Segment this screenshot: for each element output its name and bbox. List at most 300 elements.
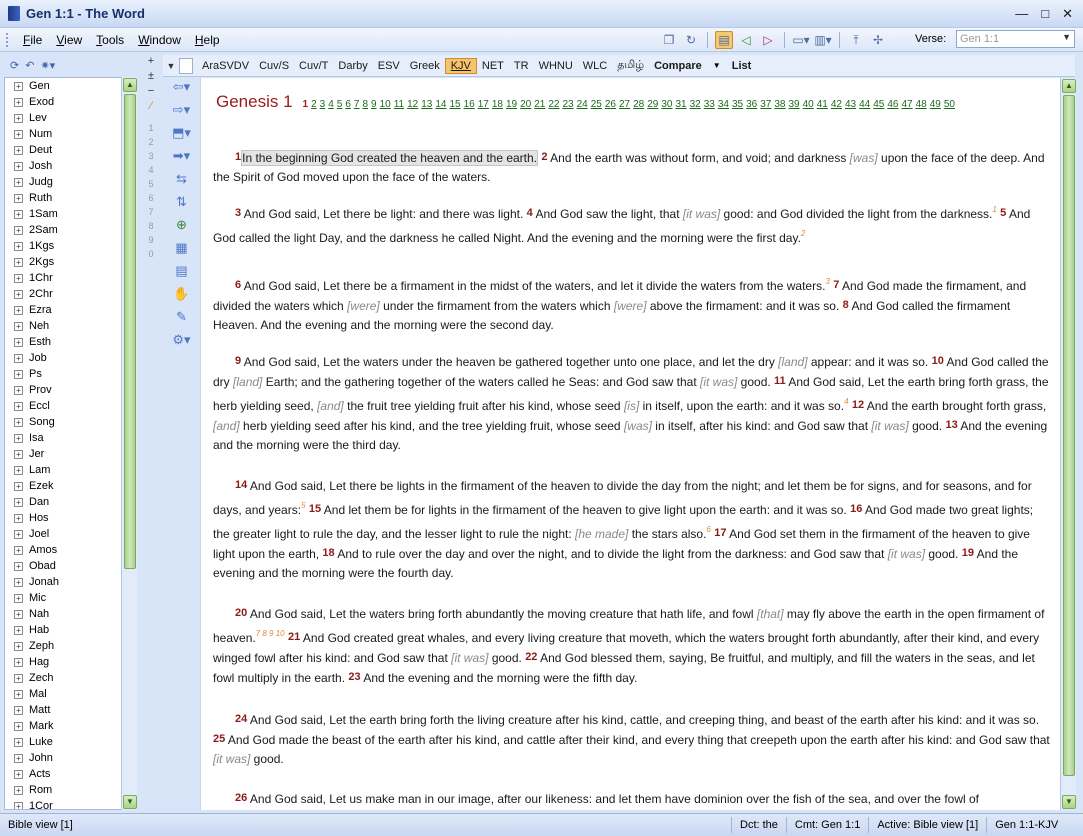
prev-next-icon[interactable]: ⇆ (176, 171, 187, 186)
chapter-link[interactable]: 50 (943, 99, 955, 110)
book-label: Amos (29, 544, 58, 556)
verse-number[interactable]: 21 (287, 631, 301, 643)
add-sub-icon[interactable]: ± (147, 70, 155, 82)
book-item[interactable] (5, 366, 121, 382)
expand-icon[interactable]: + (14, 754, 23, 763)
book-label: Ezra (29, 304, 52, 316)
back-history-icon[interactable]: ◁ (741, 33, 751, 47)
maximize-button[interactable]: □ (1041, 6, 1050, 21)
book-item[interactable] (5, 686, 121, 702)
footnote-marker[interactable]: 5 (301, 501, 306, 510)
verse-number[interactable]: 18 (322, 547, 335, 559)
verse-number[interactable]: 22 (525, 651, 538, 663)
book-item[interactable] (5, 398, 121, 414)
expand-icon[interactable]: + (14, 610, 23, 619)
copy-icon[interactable]: ❐ (663, 33, 675, 47)
expand-icon[interactable]: + (14, 626, 23, 635)
book-label: Isa (29, 432, 44, 444)
chapter-link[interactable]: 34 (717, 99, 729, 110)
book-item[interactable] (5, 622, 121, 638)
expand-icon[interactable]: + (14, 578, 23, 587)
book-item[interactable] (5, 718, 121, 734)
expand-icon[interactable]: + (14, 690, 23, 699)
footnote-marker[interactable]: 1 (992, 205, 997, 214)
tab-தமிழ்[interactable]: தமிழ் (617, 58, 645, 71)
verse-text: may fly above the earth in the open firmament of heaven. (213, 607, 1045, 645)
book-item[interactable] (5, 190, 121, 206)
footnote-marker[interactable]: 4 (844, 397, 849, 406)
menu-tools[interactable]: Tools (96, 32, 125, 47)
chapter-link[interactable]: 18 (491, 99, 503, 110)
book-item[interactable] (5, 270, 121, 286)
expand-icon[interactable]: + (14, 322, 23, 331)
bible-view (200, 78, 1060, 810)
undo-icon[interactable]: ↶ (25, 59, 35, 72)
book-item[interactable] (5, 478, 121, 494)
expand-icon[interactable]: + (14, 210, 23, 219)
verse-text: And to rule over the day and over the night, and to divide the light from the darkness: and God saw that (334, 547, 888, 561)
chapter-link[interactable]: 26 (604, 99, 616, 110)
verse-paragraph (213, 789, 1053, 809)
chapter-link[interactable]: 36 (746, 99, 758, 110)
add-icon[interactable]: + (147, 55, 155, 67)
tab-darby[interactable]: Darby (338, 59, 368, 72)
chapter-link[interactable]: 7 (353, 99, 360, 110)
verse-text: And God made two great lights; the greater light to rule the day, and the lesser light to rule the night: (213, 503, 1034, 541)
scroll-up-icon[interactable]: ▲ (1062, 79, 1076, 93)
book-item[interactable] (5, 606, 121, 622)
chevron-down-icon[interactable]: ▼ (166, 60, 176, 71)
scroll-down-icon[interactable]: ▼ (123, 795, 137, 809)
verse-number[interactable]: 23 (348, 671, 361, 683)
book-item[interactable] (5, 782, 121, 798)
status-reference: Gen 1:1-KJV (986, 817, 1066, 833)
verse-number[interactable]: 13 (945, 419, 958, 431)
verse-number[interactable]: 1 (235, 151, 242, 163)
expand-icon[interactable]: + (14, 146, 23, 155)
book-item[interactable] (5, 206, 121, 222)
expand-icon[interactable]: + (14, 418, 23, 427)
footnote-marker[interactable]: 3 (825, 277, 830, 286)
tab-blank[interactable] (179, 58, 193, 74)
chapter-link[interactable]: 5 (336, 99, 343, 110)
book-item[interactable] (5, 78, 121, 94)
chapter-link[interactable]: 9 (371, 99, 377, 110)
chapter-link[interactable]: 31 (675, 99, 687, 110)
chevron-down-icon[interactable]: ▼ (1062, 32, 1071, 42)
expand-icon[interactable]: + (14, 770, 23, 779)
verse-number[interactable]: 9 (235, 355, 242, 367)
chapter-link[interactable]: 1 (302, 99, 309, 110)
chapter-link[interactable]: 44 (859, 99, 871, 110)
verse-number[interactable]: 20 (235, 607, 248, 619)
italic-supplied-word: [land] (233, 375, 263, 389)
book-item[interactable] (5, 238, 121, 254)
chapter-link[interactable]: 32 (689, 99, 701, 110)
book-tree-scrollbar[interactable] (121, 77, 137, 810)
chapter-link[interactable]: 12 (407, 99, 419, 110)
chapter-link[interactable]: 15 (449, 99, 461, 110)
book-label: Hos (29, 512, 49, 524)
minimize-button[interactable]: — (1015, 6, 1029, 21)
book-label: Job (29, 352, 47, 364)
book-item[interactable] (5, 702, 121, 718)
expand-icon[interactable]: + (14, 354, 23, 363)
clip-icon[interactable]: ✎ (176, 309, 187, 324)
italic-supplied-word: [and] (317, 399, 344, 413)
expand-icon[interactable]: + (14, 82, 23, 91)
line-number: 8 (148, 221, 154, 231)
expand-icon[interactable]: + (14, 130, 23, 139)
tab-esv[interactable]: ESV (377, 59, 400, 72)
expand-icon[interactable]: + (14, 242, 23, 251)
chapter-link[interactable]: 28 (633, 99, 645, 110)
book-item[interactable] (5, 142, 121, 158)
chapter-link[interactable]: 27 (619, 99, 631, 110)
expand-icon[interactable]: + (14, 514, 23, 523)
forward-history-icon[interactable]: ▷ (763, 33, 773, 47)
verse-text: And God created great whales, and every living creature that moveth, which the waters brought forth abundantly, after their kind, and every winged fowl after his kind: and God saw that (213, 631, 1040, 665)
verse-number[interactable]: 25 (213, 733, 226, 745)
bible-scrollbar[interactable] (1060, 78, 1076, 810)
layout-icon[interactable]: ▤ (715, 31, 733, 49)
verse-number[interactable]: 24 (235, 713, 248, 725)
book-item[interactable] (5, 750, 121, 766)
chapter-link[interactable]: 47 (901, 99, 913, 110)
book-item[interactable] (5, 222, 121, 238)
italic-supplied-word: [he made] (575, 527, 629, 541)
tab-wlc[interactable]: WLC (582, 59, 608, 72)
book-label: Lam (29, 464, 51, 476)
verse-text: good. (737, 375, 775, 389)
status-commentary: Cmt: Gen 1:1 (786, 817, 868, 833)
book-item[interactable] (5, 110, 121, 126)
expand-icon[interactable]: + (14, 722, 23, 731)
verse-number[interactable]: 14 (235, 479, 248, 491)
book-item[interactable] (5, 286, 121, 302)
book-item[interactable] (5, 654, 121, 670)
expand-icon[interactable]: + (14, 306, 23, 315)
book-item[interactable] (5, 430, 121, 446)
chapter-link[interactable]: 11 (393, 99, 405, 110)
verse-text: appear: and it was so. (807, 355, 932, 369)
back-icon[interactable]: ⇦▾ (172, 79, 191, 94)
tab-net[interactable]: NET (481, 59, 504, 72)
expand-icon[interactable]: + (14, 274, 23, 283)
chapter-link[interactable]: 20 (520, 99, 532, 110)
book-item[interactable] (5, 318, 121, 334)
chapter-link[interactable]: 14 (435, 99, 447, 110)
expand-icon[interactable]: + (14, 178, 23, 187)
verse-number[interactable]: 2 (541, 151, 548, 163)
verse-text: And God said, Let the waters under the heaven be gathered together unto one place, and let the dry (241, 355, 779, 369)
verse-text: And God said, Let the earth bring forth grass, the herb yielding seed, (213, 375, 1049, 413)
chapter-link[interactable]: 38 (774, 99, 786, 110)
expand-icon[interactable]: + (14, 114, 23, 123)
menu-window[interactable]: Window (138, 32, 181, 47)
status-left: Bible view [1] (8, 819, 73, 831)
line-number: 3 (148, 151, 154, 161)
expand-icon[interactable]: + (14, 226, 23, 235)
verse-number[interactable]: 10 (931, 355, 944, 367)
chapter-link[interactable]: 6 (345, 99, 351, 110)
grip-icon (6, 33, 10, 47)
verse-number[interactable]: 4 (526, 207, 533, 219)
chapter-link[interactable]: 33 (703, 99, 715, 110)
verse-number[interactable]: 15 (308, 503, 322, 515)
hand-icon[interactable]: ✋ (173, 286, 190, 301)
verse-number[interactable]: 11 (774, 375, 786, 387)
settings-icon[interactable]: ✷▾ (40, 59, 56, 72)
verse-number[interactable]: 19 (961, 547, 974, 559)
book-item[interactable] (5, 526, 121, 542)
footnote-marker[interactable]: 7 8 9 10 (255, 629, 285, 638)
title-bar (0, 0, 1083, 28)
scroll-thumb[interactable] (124, 94, 136, 569)
verse-number[interactable]: 3 (235, 207, 242, 219)
book-label: Ezek (29, 480, 54, 492)
expand-icon[interactable]: + (14, 594, 23, 603)
book-label: Esth (29, 336, 52, 348)
line-number: 2 (148, 137, 154, 147)
book-item[interactable] (5, 590, 121, 606)
expand-icon[interactable]: + (14, 530, 23, 539)
compose-icon[interactable]: ▦ (175, 240, 188, 255)
book-label: Ruth (29, 192, 53, 204)
tab-greek[interactable]: Greek (409, 59, 440, 72)
expand-icon[interactable]: + (14, 658, 23, 667)
verse-input[interactable]: Gen 1:1 ▼ (956, 30, 1075, 48)
book-label: Dan (29, 496, 50, 508)
expand-icon[interactable]: ✢ (872, 33, 884, 47)
chapter-link[interactable]: 43 (845, 99, 857, 110)
menu-view[interactable]: View (56, 32, 83, 47)
book-item[interactable] (5, 734, 121, 750)
chapter-link[interactable]: 37 (760, 99, 772, 110)
book-item[interactable] (5, 302, 121, 318)
verse-number[interactable]: 5 (1000, 207, 1007, 219)
chapter-link[interactable]: 19 (506, 99, 518, 110)
verse-paragraph (213, 604, 1053, 688)
verse-text: And the evening and the morning were the third day. (213, 419, 1048, 452)
book-item[interactable] (5, 254, 121, 270)
book-item[interactable] (5, 494, 121, 510)
tab-cuv/s[interactable]: Cuv/S (259, 59, 290, 72)
book-item[interactable] (5, 542, 121, 558)
book-label: 1Cor (29, 800, 53, 810)
verse-paragraph (213, 272, 1053, 335)
book-item[interactable] (5, 126, 121, 142)
expand-icon[interactable]: + (14, 706, 23, 715)
expand-icon[interactable]: + (14, 194, 23, 203)
verse-number[interactable]: 7 (833, 279, 840, 291)
go-icon[interactable]: ➡▾ (172, 148, 191, 163)
book-label: Hab (29, 624, 50, 636)
book-label: Jonah (29, 576, 59, 588)
chapter-link[interactable]: 41 (816, 99, 828, 110)
verse-text: And the earth was without form, and void; and darkness (547, 151, 850, 165)
chapter-link[interactable]: 49 (929, 99, 941, 110)
chapter-link[interactable]: 3 (319, 99, 326, 110)
tab-compare[interactable]: Compare (654, 59, 702, 72)
line-number: 1 (148, 123, 154, 133)
verse-label: Verse: (915, 33, 947, 45)
scroll-down-icon[interactable]: ▼ (1062, 795, 1076, 809)
sync-icon[interactable]: ↻ (685, 33, 697, 47)
chapter-link[interactable]: 29 (647, 99, 659, 110)
chapter-link[interactable]: 45 (873, 99, 885, 110)
chapter-link[interactable]: 46 (887, 99, 899, 110)
zoom-in-icon[interactable]: ⊕ (176, 217, 187, 232)
tab-arasvdv[interactable]: AraSVDV (202, 59, 250, 72)
chapter-link[interactable]: 10 (379, 99, 391, 110)
chapter-link[interactable]: 48 (915, 99, 927, 110)
verse-number[interactable]: 12 (851, 399, 865, 411)
chapter-link[interactable]: 35 (732, 99, 744, 110)
expand-icon[interactable]: + (14, 674, 23, 683)
tab-tr[interactable]: TR (513, 59, 529, 72)
remove-icon[interactable]: − (147, 85, 155, 97)
expand-icon[interactable]: + (14, 338, 23, 347)
book-label: 2Chr (29, 288, 53, 300)
verse-text: And God said, Let the waters bring forth abundantly the moving creature that hath life, and fowl (247, 607, 757, 621)
edit-toolbar (141, 55, 161, 310)
book-item[interactable] (5, 638, 121, 654)
book-label: Rom (29, 784, 53, 796)
scroll-thumb[interactable] (1063, 95, 1075, 776)
book-item[interactable] (5, 382, 121, 398)
book-title: Genesis 1 (216, 92, 293, 111)
expand-icon[interactable]: + (14, 562, 23, 571)
expand-icon[interactable]: + (14, 162, 23, 171)
chapter-link[interactable]: 22 (548, 99, 560, 110)
chapter-link[interactable]: 21 (534, 99, 546, 110)
chapter-link[interactable]: 2 (311, 99, 317, 110)
verse-number[interactable]: 6 (235, 279, 242, 291)
forward-icon[interactable]: ⇨▾ (172, 102, 191, 117)
book-item[interactable] (5, 510, 121, 526)
book-item[interactable] (5, 334, 121, 350)
selected-verse-text[interactable]: In the beginning God created the heaven and the earth. (242, 151, 538, 165)
chapter-link[interactable]: 40 (802, 99, 814, 110)
book-label: Mark (29, 720, 54, 732)
chapter-link[interactable]: 30 (661, 99, 673, 110)
book-item[interactable] (5, 670, 121, 686)
expand-icon[interactable]: + (14, 546, 23, 555)
book-item[interactable] (5, 414, 121, 430)
expand-icon[interactable]: + (14, 738, 23, 747)
verse-number[interactable]: 8 (842, 299, 849, 311)
verse-number[interactable]: 26 (235, 792, 248, 804)
book-label: 1Sam (29, 208, 58, 220)
chapter-link[interactable]: 39 (788, 99, 800, 110)
up-down-icon[interactable]: ⇅ (176, 194, 187, 209)
expand-icon[interactable]: + (14, 482, 23, 491)
book-item[interactable] (5, 446, 121, 462)
verse-text: good: and God divided the light from the darkness. (720, 207, 993, 221)
chapter-link[interactable]: 16 (463, 99, 475, 110)
chapter-link[interactable]: 13 (421, 99, 433, 110)
expand-icon[interactable]: + (14, 642, 23, 651)
expand-icon[interactable]: + (14, 802, 23, 811)
bookmark-icon[interactable]: ⬒▾ (172, 125, 191, 140)
expand-icon[interactable]: + (14, 498, 23, 507)
chapter-link[interactable]: 42 (830, 99, 842, 110)
book-item[interactable] (5, 462, 121, 478)
expand-icon[interactable]: + (14, 370, 23, 379)
verse-text: upon the face of the deep. And the Spirit of God moved upon the face of the waters. (213, 151, 1045, 184)
verse-text: And God blessed them, saying, Be fruitful, and multiply, and fill the waters in the seas, and let fowl multiply in the earth. (213, 651, 1035, 685)
expand-icon[interactable]: + (14, 450, 23, 459)
window-layout-icon[interactable]: ▭▾ (792, 33, 810, 47)
chapter-heading (216, 92, 1056, 112)
footnote-marker[interactable]: 6 (706, 525, 711, 534)
book-item[interactable] (5, 158, 121, 174)
expand-icon[interactable]: + (14, 98, 23, 107)
verse-text: Earth; and the gathering together of the waters called he Seas: and God saw that (262, 375, 700, 389)
verse-text: the stars also. (628, 527, 707, 541)
menu-help[interactable]: Help (194, 32, 220, 47)
chapter-link[interactable]: 24 (576, 99, 588, 110)
chapter-link[interactable]: 8 (362, 99, 369, 110)
scroll-top-icon[interactable]: ⤒ (853, 32, 859, 47)
scroll-up-icon[interactable]: ▲ (123, 78, 137, 92)
book-item[interactable] (5, 798, 121, 810)
refresh-icon[interactable]: ⟳ (10, 59, 20, 72)
book-item[interactable] (5, 766, 121, 782)
verse-text: good. (925, 547, 962, 561)
document-icon[interactable]: ▤ (175, 263, 188, 278)
expand-icon[interactable]: + (14, 402, 23, 411)
chapter-link[interactable]: 17 (477, 99, 489, 110)
chapter-link[interactable]: 4 (328, 99, 334, 110)
verse-text: And God said, Let there be lights in the firmament of the heaven to divide the day from the night; and let them be for signs, and for seasons, and for days, and years: (213, 479, 1032, 517)
book-item[interactable] (5, 574, 121, 590)
close-button[interactable]: ✕ (1062, 6, 1073, 21)
book-item[interactable] (5, 174, 121, 190)
book-panel-toolbar (4, 55, 136, 75)
tile-icon[interactable]: ▥▾ (814, 33, 832, 47)
book-label: Mal (29, 688, 47, 700)
footnote-marker[interactable]: 2 (800, 229, 806, 238)
gear-icon[interactable]: ⚙▾ (172, 332, 191, 347)
chevron-down-icon[interactable]: ▼ (712, 61, 721, 70)
chapter-link[interactable]: 25 (590, 99, 602, 110)
tab-whnu[interactable]: WHNU (538, 59, 573, 72)
expand-icon[interactable]: + (14, 434, 23, 443)
book-item[interactable] (5, 94, 121, 110)
line-number: 4 (148, 165, 154, 175)
verse-number[interactable]: 16 (850, 503, 863, 515)
tab-cuv/t[interactable]: Cuv/T (299, 59, 329, 72)
book-label: Acts (29, 768, 51, 780)
expand-icon[interactable]: + (14, 466, 23, 475)
pencil-icon[interactable]: ⁄ (150, 100, 152, 112)
tab-list[interactable]: List (731, 59, 752, 72)
expand-icon[interactable]: + (14, 786, 23, 795)
menu-file[interactable]: File (23, 32, 43, 47)
chapter-link[interactable]: 23 (562, 99, 574, 110)
verse-number[interactable]: 17 (714, 527, 727, 539)
tab-kjv[interactable]: KJV (445, 58, 477, 74)
expand-icon[interactable]: + (14, 386, 23, 395)
expand-icon[interactable]: + (14, 258, 23, 267)
expand-icon[interactable]: + (14, 290, 23, 299)
verse-text: And God said, Let there be a firmament in the midst of the waters, and let it divide the waters from the waters. (241, 279, 826, 293)
status-active: Active: Bible view [1] (868, 817, 986, 833)
book-item[interactable] (5, 558, 121, 574)
book-item[interactable] (5, 350, 121, 366)
